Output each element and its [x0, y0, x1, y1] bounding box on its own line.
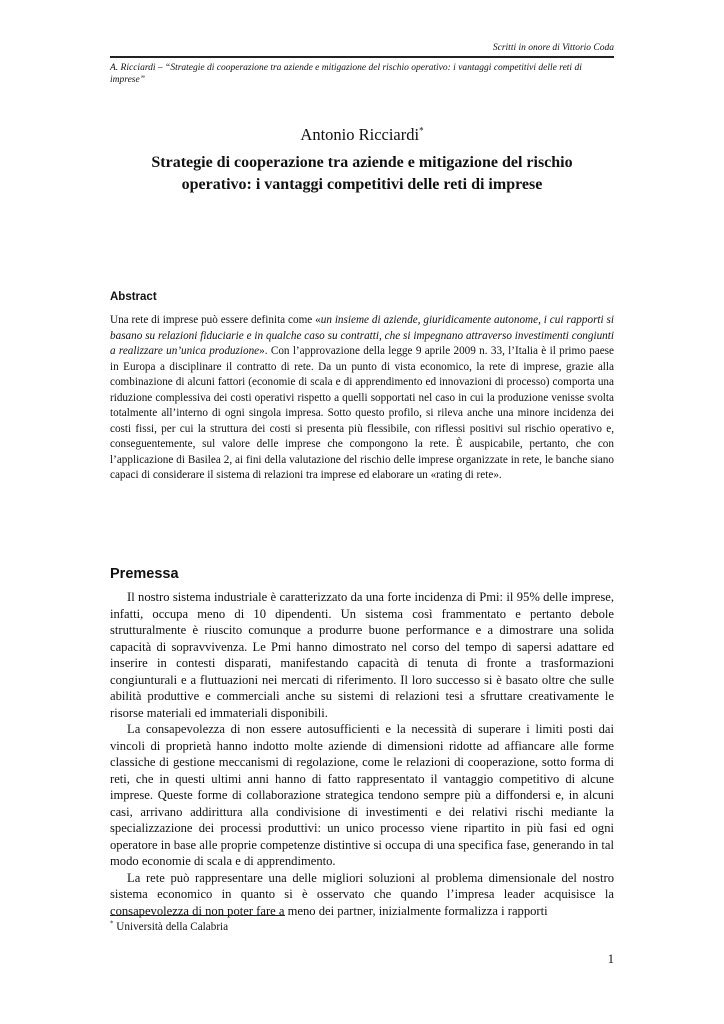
paragraph: La consapevolezza di non essere autosufficienti e la necessità di superare i limiti posti dai vincoli di proprietà hanno indotto molte aziende di dimensioni ridotte ad affiancare alle forme classiche di gestione meccanismi di regolazione, come le relazioni di cooperazione, sotto forma di reti, che in questi ultimi anni hanno di fatto rappresentato il vantaggio competitivo di alcune imprese. Queste forme di collaborazione strategica tendono sempre più a diffondersi e, in alcuni casi, arrivano addirittura alla condivisione di investimenti e dei relativi rischi mediante la specializzazione dei processi produttivi: un unico processo viene ripartito in più fasi ed ogni operatore in base alle proprie competenze distintive si occupa di una specifica fase, generando in tal modo economie di scala e di apprendimento. [110, 722, 614, 868]
footnote [110, 921, 228, 933]
page-number: 1 [607, 952, 614, 966]
footnote-rule [110, 915, 285, 916]
abstract-text [110, 313, 614, 484]
author-name-text: Antonio Ricciardi [300, 125, 420, 144]
abstract-quote: un insieme di aziende, giuridicamente autonome, i cui rapporti si basano su relazioni fiduciarie e in qualche caso su contratti, che si impegnano attraverso investimenti congiunti a realizzare un’unica produzione [110, 314, 614, 357]
abstract-intro: Una rete di imprese può essere definita come « [110, 314, 321, 326]
paragraph: Il nostro sistema industriale è caratterizzato da una forte incidenza di Pmi: il 95% delle imprese, infatti, occupa meno di 10 dipendenti. Un sistema così frammentato e pertanto debole strutturalmente è riuscito comunque a produrre buone performance e a dimostrare una solida capacità di sopravvivenza. Le Pmi hanno dimostrato nel corso del tempo di sapersi adattare ed inserire in contesti disparati, manifestando capacità di tenuta di fronte a trasformazioni congiunturali e a fluttuazioni nei mercati di riferimento. Il loro successo si è basato oltre che sulle abilità produttive e commerciali anche su sistemi di relazioni tesi a sfruttare creativamente le risorse materiali ed immateriali disponibili. [110, 590, 614, 720]
running-head: Scritti in onore di Vittorio Coda [492, 43, 614, 53]
abstract-heading: Abstract [110, 291, 157, 303]
header-rule [110, 56, 614, 58]
author-name [0, 125, 724, 145]
paragraph: La rete può rappresentare una delle migliori soluzioni al problema dimensionale del nostro sistema economico in quanto si è osservato che quando l’impresa leader acquisisce la consapevolezza di non poter fare a meno dei partner, inizialmente formalizza i rapporti [110, 870, 614, 918]
section-body [110, 589, 614, 919]
abstract-rest: ». Con l’approvazione della legge 9 aprile 2009 n. 33, l’Italia è il primo paese in Europa a disciplinare il contratto di rete. Da un punto di vista economico, la rete di imprese, grazie alla combinazione di alcuni fattori (economie di scala e di apprendimento ed innovazioni di processo) comporta una riduzione complessiva dei costi operativi rispetto a quelli sopportati nel caso in cui la produzione venisse svolta totalmente all’interno di ogni singola impresa. Sotto questo profilo, si rileva anche una minore incidenza dei costi fissi, per cui la struttura dei costi si presenta più flessibile, con riflessi positivi sul rischio operativo e, conseguentemente, sul valore delle imprese che compongono la rete. È auspicabile, pertanto, che con l’applicazione di Basilea 2, ai fini della valutazione del rischio delle imprese organizzate in rete, le banche siano capaci di considerare il sistema di relazioni tra imprese ed elaborare un «rating di rete». [110, 345, 614, 481]
footnote-text: Università della Calabria [116, 921, 229, 933]
paper-title: Strategie di cooperazione tra aziende e mitigazione del rischio operativo: i vantaggi competitivi delle reti di imprese [151, 154, 573, 193]
footnote-marker: * [110, 919, 114, 928]
citation-line: A. Ricciardi – “Strategie di cooperazione tra aziende e mitigazione del rischio operativo: i vantaggi competitivi delle reti di imprese” [110, 63, 582, 85]
section-heading-premessa: Premessa [110, 566, 179, 582]
author-footnote-marker: * [419, 125, 424, 136]
